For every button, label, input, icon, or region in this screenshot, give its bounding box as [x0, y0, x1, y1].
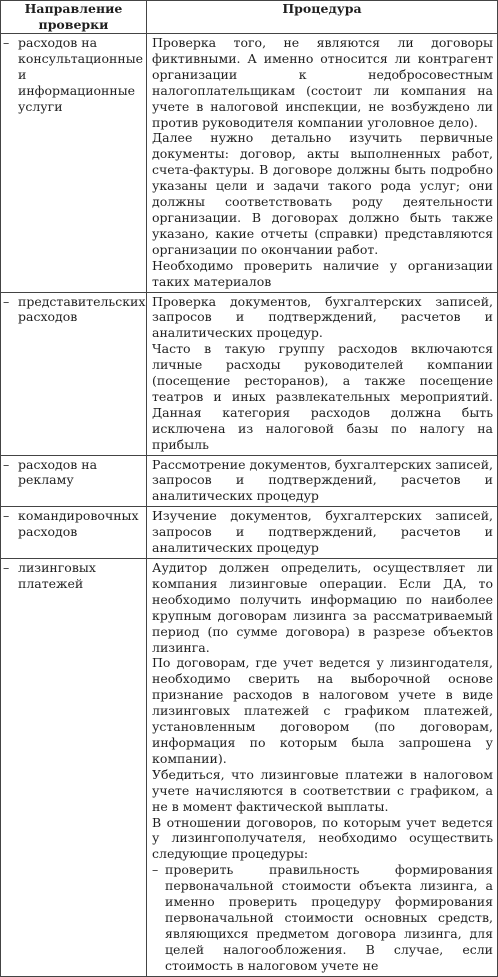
direction-cell: [1, 34, 147, 293]
procedure-paragraph: Изучение документов, бухгалтерских записей, запросов и подтверждений, расчетов и аналитических процедур: [152, 508, 493, 556]
procedure-cell: [147, 559, 498, 977]
direction-text: командировочных расходов: [18, 508, 139, 540]
dash-marker: –: [3, 456, 10, 472]
direction-cell: [1, 292, 147, 455]
procedure-paragraph: Проверка того, не являются ли договоры фиктивными. А именно относится ли контрагент организации к недобросовестным налогоплательщикам (состоит ли компания на учете в налоговой инспекции, не возбуждено ли против руководителя компании уголовное дело).: [152, 35, 493, 130]
procedure-paragraph: Рассмотрение документов, бухгалтерских записей, запросов и подтверждений, расчетов и аналитических процедур: [152, 456, 493, 504]
procedure-paragraph: Необходимо проверить наличие у организации таких материалов: [152, 257, 493, 289]
subitem-text: проверить правильность формирования первоначальной стоимости объекта лизинга, а именно проверить процедуру формирования первоначальной стоимости основных средств, являющихся предметом договора лизинга, для целей налогообложения. В случае, если стоимость в налоговом учете не: [165, 862, 493, 973]
dash-marker: –: [152, 862, 159, 878]
dash-marker: –: [3, 293, 10, 309]
table-row: [1, 559, 498, 977]
procedure-paragraph: Аудитор должен определить, осуществляет ли компания лизинговые операции. Если ДА, то необходимо получить информацию по наиболее крупным договорам лизинга за рассматриваемый период (по сумме договора) в разрезе объектов лизинга.: [152, 560, 493, 655]
table-row: [1, 34, 498, 293]
direction-cell: [1, 455, 147, 507]
direction-text: расходов на консультационные и информационные услуги: [18, 35, 144, 114]
procedure-paragraph: По договорам, где учет ведется у лизингодателя, необходимо сверить на выборочной основе признание расходов в налоговом учете в виде лизинговых платежей с графиком платежей, установленным договором (по договорам, информация по которым была запрошена у компании).: [152, 655, 493, 766]
procedure-cell: [147, 34, 498, 293]
table-row: [1, 507, 498, 559]
procedure-cell: [147, 292, 498, 455]
column-header-procedure: Процедура: [147, 1, 498, 34]
procedure-paragraph: Проверка документов, бухгалтерских записей, запросов и подтверждений, расчетов и аналитических процедур.: [152, 293, 493, 341]
header-row: [1, 1, 498, 34]
direction-text: расходов на рекламу: [18, 456, 98, 488]
procedure-cell: [147, 507, 498, 559]
dash-marker: –: [3, 560, 10, 575]
procedure-paragraph: Убедиться, что лизинговые платежи в налоговом учете начисляются в соответствии с графиком, а не в момент фактической выплаты.: [152, 766, 493, 814]
table-row: [1, 292, 498, 455]
column-header-direction: Направление проверки: [1, 1, 147, 34]
procedure-paragraph: Далее нужно детально изучить первичные документы: договор, акты выполненных работ, счета-фактуры. В договоре должны быть подробно указаны цели и задачи такого рода услуг; они должны соответствовать роду деятельности организации. В договорах должно быть также указано, какие отчеты (справки) представляются организации по окончании работ.: [152, 130, 493, 257]
procedure-cell: [147, 455, 498, 507]
dash-marker: –: [3, 35, 10, 50]
dash-marker: –: [3, 508, 10, 524]
direction-text: лизинговых платежей: [18, 560, 96, 591]
table-row: [1, 455, 498, 507]
direction-cell: [1, 559, 147, 977]
direction-text: представительских расходов: [18, 293, 146, 325]
procedure-paragraph: В отношении договоров, по которым учет ведется у лизингополучателя, необходимо осуществить следующие процедуры:: [152, 814, 493, 862]
direction-cell: [1, 507, 147, 559]
procedure-paragraph: Часто в такую группу расходов включаются личные расходы руководителей компании (посещение ресторанов), а также посещение театров и иных развлекательных мероприятий. Данная категория расходов должна быть исключена из налоговой базы по налогу на прибыль: [152, 341, 493, 452]
procedure-subitem: [152, 862, 493, 973]
